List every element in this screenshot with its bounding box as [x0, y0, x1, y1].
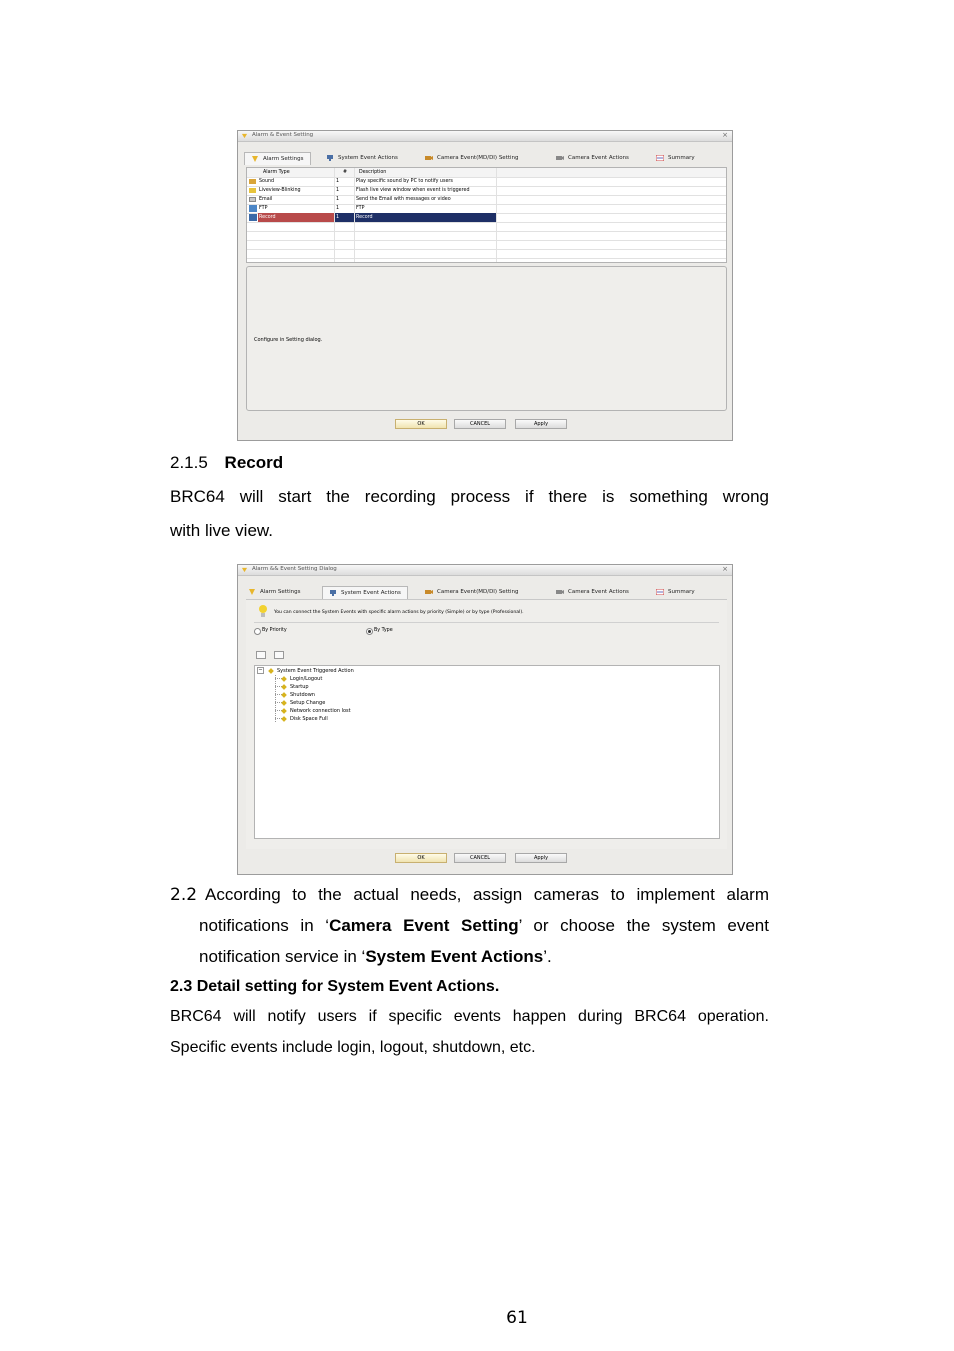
- system-event-actions-ref: System Event Actions: [365, 947, 544, 966]
- description-cell: Flash live view window when event is triggered: [356, 188, 470, 193]
- section-number: 2.1.5: [170, 453, 208, 472]
- alarm-type-cell: Liveview-Blinking: [259, 188, 301, 193]
- system-event-actions-screenshot: [237, 564, 733, 875]
- column-divider: [354, 168, 355, 262]
- settings-info-panel: [246, 266, 727, 411]
- tab-label: System Event Actions: [341, 590, 401, 596]
- tree-item[interactable]: [275, 699, 325, 707]
- cancel-button[interactable]: CANCEL: [454, 419, 506, 429]
- ok-button[interactable]: OK: [395, 853, 447, 863]
- expand-all-icon[interactable]: [256, 651, 266, 659]
- separator-line: [254, 622, 719, 623]
- section-2-2-line3: [199, 940, 769, 973]
- event-diamond-icon: [281, 716, 287, 722]
- tree-item-label: Setup Change: [290, 700, 326, 706]
- section-title: Record: [224, 453, 284, 472]
- close-icon[interactable]: ×: [722, 565, 728, 573]
- tab-label: Alarm Settings: [260, 589, 301, 595]
- tree-root-label: System Event Triggered Action: [277, 668, 354, 674]
- tree-item-label: Network connection lost: [290, 708, 351, 714]
- tab-camera-event-actions[interactable]: [556, 152, 629, 164]
- tree-item-label: Disk Space Full: [290, 716, 328, 722]
- dialog-title: Alarm & Event Setting: [252, 132, 314, 138]
- event-diamond-icon: [281, 676, 287, 682]
- camera-action-icon: [556, 155, 564, 161]
- tree-root[interactable]: [257, 667, 354, 675]
- description-cell: FTP: [356, 206, 365, 211]
- email-icon: [249, 197, 256, 202]
- body-text: notification service in ‘: [199, 947, 366, 966]
- event-diamond-icon: [281, 708, 287, 714]
- event-diamond-icon: [281, 700, 287, 706]
- tab-label: Camera Event Actions: [568, 589, 629, 595]
- column-number[interactable]: #: [343, 170, 348, 175]
- tree-item[interactable]: [275, 675, 322, 683]
- event-diamond-icon: [281, 684, 287, 690]
- radio-label-priority: By Priority: [262, 628, 287, 633]
- tree-item-label: Shutdown: [290, 692, 315, 698]
- alarm-icon: [248, 589, 256, 595]
- camera-action-icon: [556, 589, 564, 595]
- column-divider: [334, 168, 335, 262]
- tab-bar: [244, 586, 726, 599]
- dialog-title-bar: [238, 565, 732, 576]
- tab-label: Summary: [668, 589, 695, 595]
- alarm-settings-screenshot: [237, 130, 733, 441]
- number-cell: 1: [336, 206, 340, 211]
- alarm-icon: [241, 567, 248, 573]
- alarm-icon: [241, 133, 248, 139]
- radio-by-type[interactable]: [366, 628, 373, 635]
- camera-icon: [425, 589, 433, 595]
- tab-label: Camera Event Actions: [568, 155, 629, 161]
- tab-label: Alarm Settings: [263, 156, 304, 162]
- section-number: 2.2: [170, 885, 198, 905]
- alarm-type-grid: [246, 167, 727, 263]
- monitor-icon: [329, 590, 337, 596]
- event-diamond-icon: [268, 668, 274, 674]
- tree-item[interactable]: [275, 715, 328, 723]
- number-cell: 1: [336, 197, 340, 202]
- camera-event-setting-ref: Camera Event Setting: [329, 916, 519, 935]
- tree-item[interactable]: [275, 683, 309, 691]
- tab-camera-event-actions[interactable]: [556, 586, 629, 598]
- close-icon[interactable]: ×: [722, 131, 728, 139]
- description-cell: Play specific sound by PC to notify users: [356, 179, 453, 184]
- event-diamond-icon: [281, 692, 287, 698]
- ok-button[interactable]: OK: [395, 419, 447, 429]
- description-cell: Send the Email with messages or video: [356, 197, 451, 202]
- body-text: notifications in ‘: [199, 916, 330, 935]
- alarm-type-cell: Record: [259, 215, 276, 220]
- cancel-button[interactable]: CANCEL: [454, 853, 506, 863]
- tab-camera-event-setting[interactable]: [425, 586, 519, 598]
- section-2-2-line2: [199, 909, 769, 942]
- collapse-toggle-icon[interactable]: −: [258, 667, 263, 673]
- body-text: ’.: [543, 947, 552, 966]
- summary-icon: [656, 589, 664, 595]
- apply-button[interactable]: Apply: [515, 853, 567, 863]
- alarm-icon: [251, 156, 259, 162]
- apply-button[interactable]: Apply: [515, 419, 567, 429]
- tab-system-event-actions[interactable]: [322, 586, 408, 599]
- number-cell: 1: [336, 215, 340, 220]
- tab-summary[interactable]: [656, 152, 695, 164]
- ftp-icon: [249, 205, 257, 212]
- tab-label: Camera Event(MD/DI) Setting: [437, 589, 519, 595]
- body-line: BRC64 will notify users if specific events happen during BRC64 operation.: [170, 1008, 769, 1025]
- body-line: BRC64 will start the recording process if there is something wrong: [170, 487, 769, 506]
- body-line: with live view.: [170, 521, 273, 540]
- event-settings-panel: [246, 599, 727, 849]
- radio-by-priority[interactable]: [254, 628, 261, 635]
- radio-label-type: By Type: [374, 628, 393, 633]
- section-heading: [170, 453, 283, 473]
- tree-item[interactable]: [275, 707, 351, 715]
- tree-item-label: Login/Logout: [290, 676, 323, 682]
- section-2-3-heading: 2.3 Detail setting for System Event Actions.: [170, 978, 500, 995]
- body-line: Specific events include login, logout, shutdown, etc.: [170, 1039, 536, 1056]
- monitor-icon: [326, 155, 334, 161]
- tree-item-label: Startup: [290, 684, 309, 690]
- tab-alarm-settings[interactable]: [244, 152, 311, 165]
- dialog-title-bar: [238, 131, 732, 142]
- page-number: 61: [506, 1308, 528, 1328]
- section-2-2-line1: [170, 878, 769, 912]
- alarm-type-cell: Sound: [259, 179, 275, 184]
- description-cell: Record: [356, 215, 373, 220]
- column-description[interactable]: Description: [359, 170, 387, 175]
- blink-icon: [249, 188, 256, 193]
- tab-alarm-settings[interactable]: [248, 586, 301, 598]
- alarm-type-cell: Email: [259, 197, 273, 202]
- alarm-type-cell: FTP: [259, 206, 268, 211]
- record-icon: [249, 214, 257, 221]
- info-text: Configure in Setting dialog.: [254, 337, 323, 343]
- tab-label: Summary: [668, 155, 695, 161]
- body-text: According to the actual needs, assign cameras to implement alarm: [205, 885, 769, 904]
- collapse-all-icon[interactable]: [274, 651, 284, 659]
- column-alarm-type[interactable]: Alarm Type: [263, 170, 290, 175]
- tab-label: Camera Event(MD/DI) Setting: [437, 155, 519, 161]
- tab-camera-event-setting[interactable]: [425, 152, 519, 164]
- dialog-title: Alarm && Event Setting Dialog: [252, 566, 337, 572]
- camera-icon: [425, 155, 433, 161]
- tab-label: System Event Actions: [338, 155, 398, 161]
- number-cell: 1: [336, 179, 340, 184]
- event-tree: [254, 665, 720, 839]
- column-divider: [496, 168, 497, 262]
- lightbulb-icon: [258, 604, 268, 618]
- body-text: ’ or choose the system event: [518, 916, 769, 935]
- tree-item[interactable]: [275, 691, 315, 699]
- sound-icon: [249, 179, 256, 184]
- table-row-empty: [247, 249, 726, 259]
- hint-text: You can connect the System Events with specific alarm actions by priority (Simple) or by type (Professional).: [274, 610, 524, 615]
- tab-system-event-actions[interactable]: [326, 152, 398, 164]
- tab-summary[interactable]: [656, 586, 695, 598]
- number-cell: 1: [336, 188, 340, 193]
- summary-icon: [656, 155, 664, 161]
- tab-bar: [244, 152, 726, 165]
